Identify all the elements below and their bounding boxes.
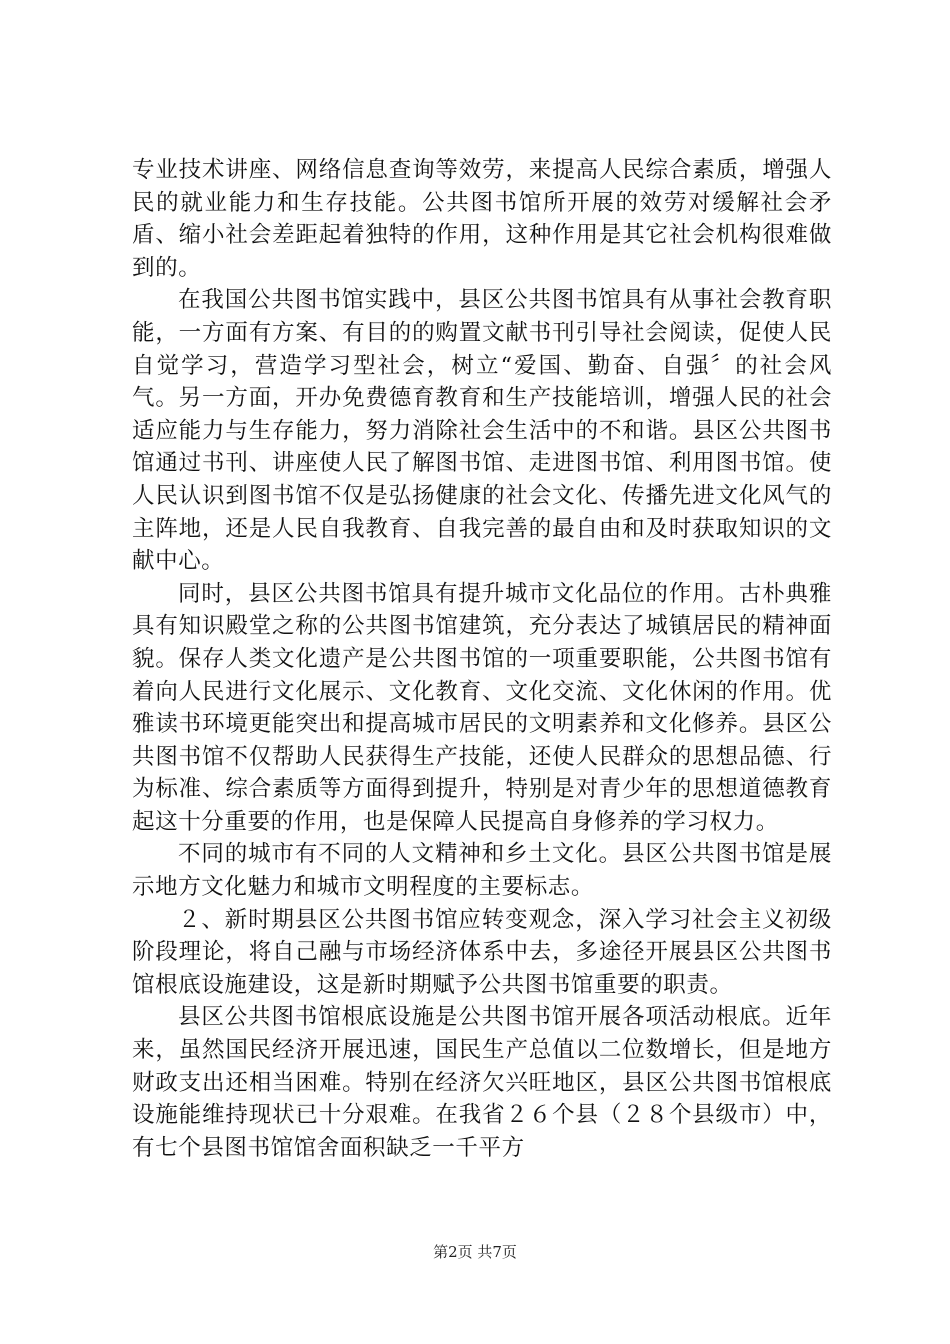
page-footer: 第2页 共7页 xyxy=(433,1243,517,1261)
paragraph-1: 专业技术讲座、网络信息查询等效劳，来提高人民综合素质，增强人民的就业能力和生存技能。公共图书馆所开展的效劳对缓解社会矛盾、缩小社会差距起着独特的作用，这种作用是其它社会机构很难做到的。 xyxy=(132,157,832,281)
paragraph-3: 同时，县区公共图书馆具有提升城市文化品位的作用。古朴典雅具有知识殿堂之称的公共图书馆建筑，充分表达了城镇居民的精神面貌。保存人类文化遗产是公共图书馆的一项重要职能，公共图书馆有着向人民进行文化展示、文化教育、文化交流、文化休闲的作用。优雅读书环境更能突出和提高城市居民的文明素养和文化修养。县区公共图书馆不仅帮助人民获得生产技能，还使人民群众的思想品德、行为标准、综合素质等方面得到提升，特别是对青少年的思想道德教育起这十分重要的作用，也是保障人民提高自身修养的学习权力。 xyxy=(132,580,832,835)
paragraph-4: 不同的城市有不同的人文精神和乡土文化。县区公共图书馆是展示地方文化魅力和城市文明程度的主要标志。 xyxy=(132,841,832,901)
document-body xyxy=(132,154,832,1164)
paragraph-2: 在我国公共图书馆实践中，县区公共图书馆具有从事社会教育职能，一方面有方案、有目的的购置文献书刊引导社会阅读，促使人民自觉学习，营造学习型社会，树立“爱国、勤奋、自强〞的社会风气。另一方面，开办免费德育教育和生产技能培训，增强人民的社会适应能力与生存能力，努力消除社会生活中的不和谐。县区公共图书馆通过书刊、讲座使人民了解图书馆、走进图书馆、利用图书馆。使人民认识到图书馆不仅是弘扬健康的社会文化、传播先进文化风气的主阵地，还是人民自我教育、自我完善的最自由和及时获取知识的文献中心。 xyxy=(132,287,832,575)
paragraph-6: 县区公共图书馆根底设施是公共图书馆开展各项活动根底。近年来，虽然国民经济开展迅速，国民生产总值以二位数增长，但是地方财政支出还相当困难。特别在经济欠兴旺地区，县区公共图书馆根底设施能维持现状已十分艰难。在我省２６个县（２８个县级市）中，有七个县图书馆馆舍面积缺乏一千平方 xyxy=(132,1004,832,1161)
paragraph-5: ２、新时期县区公共图书馆应转变观念，深入学习社会主义初级阶段理论，将自己融与市场经济体系中去，多途径开展县区公共图书馆根底设施建设，这是新时期赋予公共图书馆重要的职责。 xyxy=(132,906,832,998)
